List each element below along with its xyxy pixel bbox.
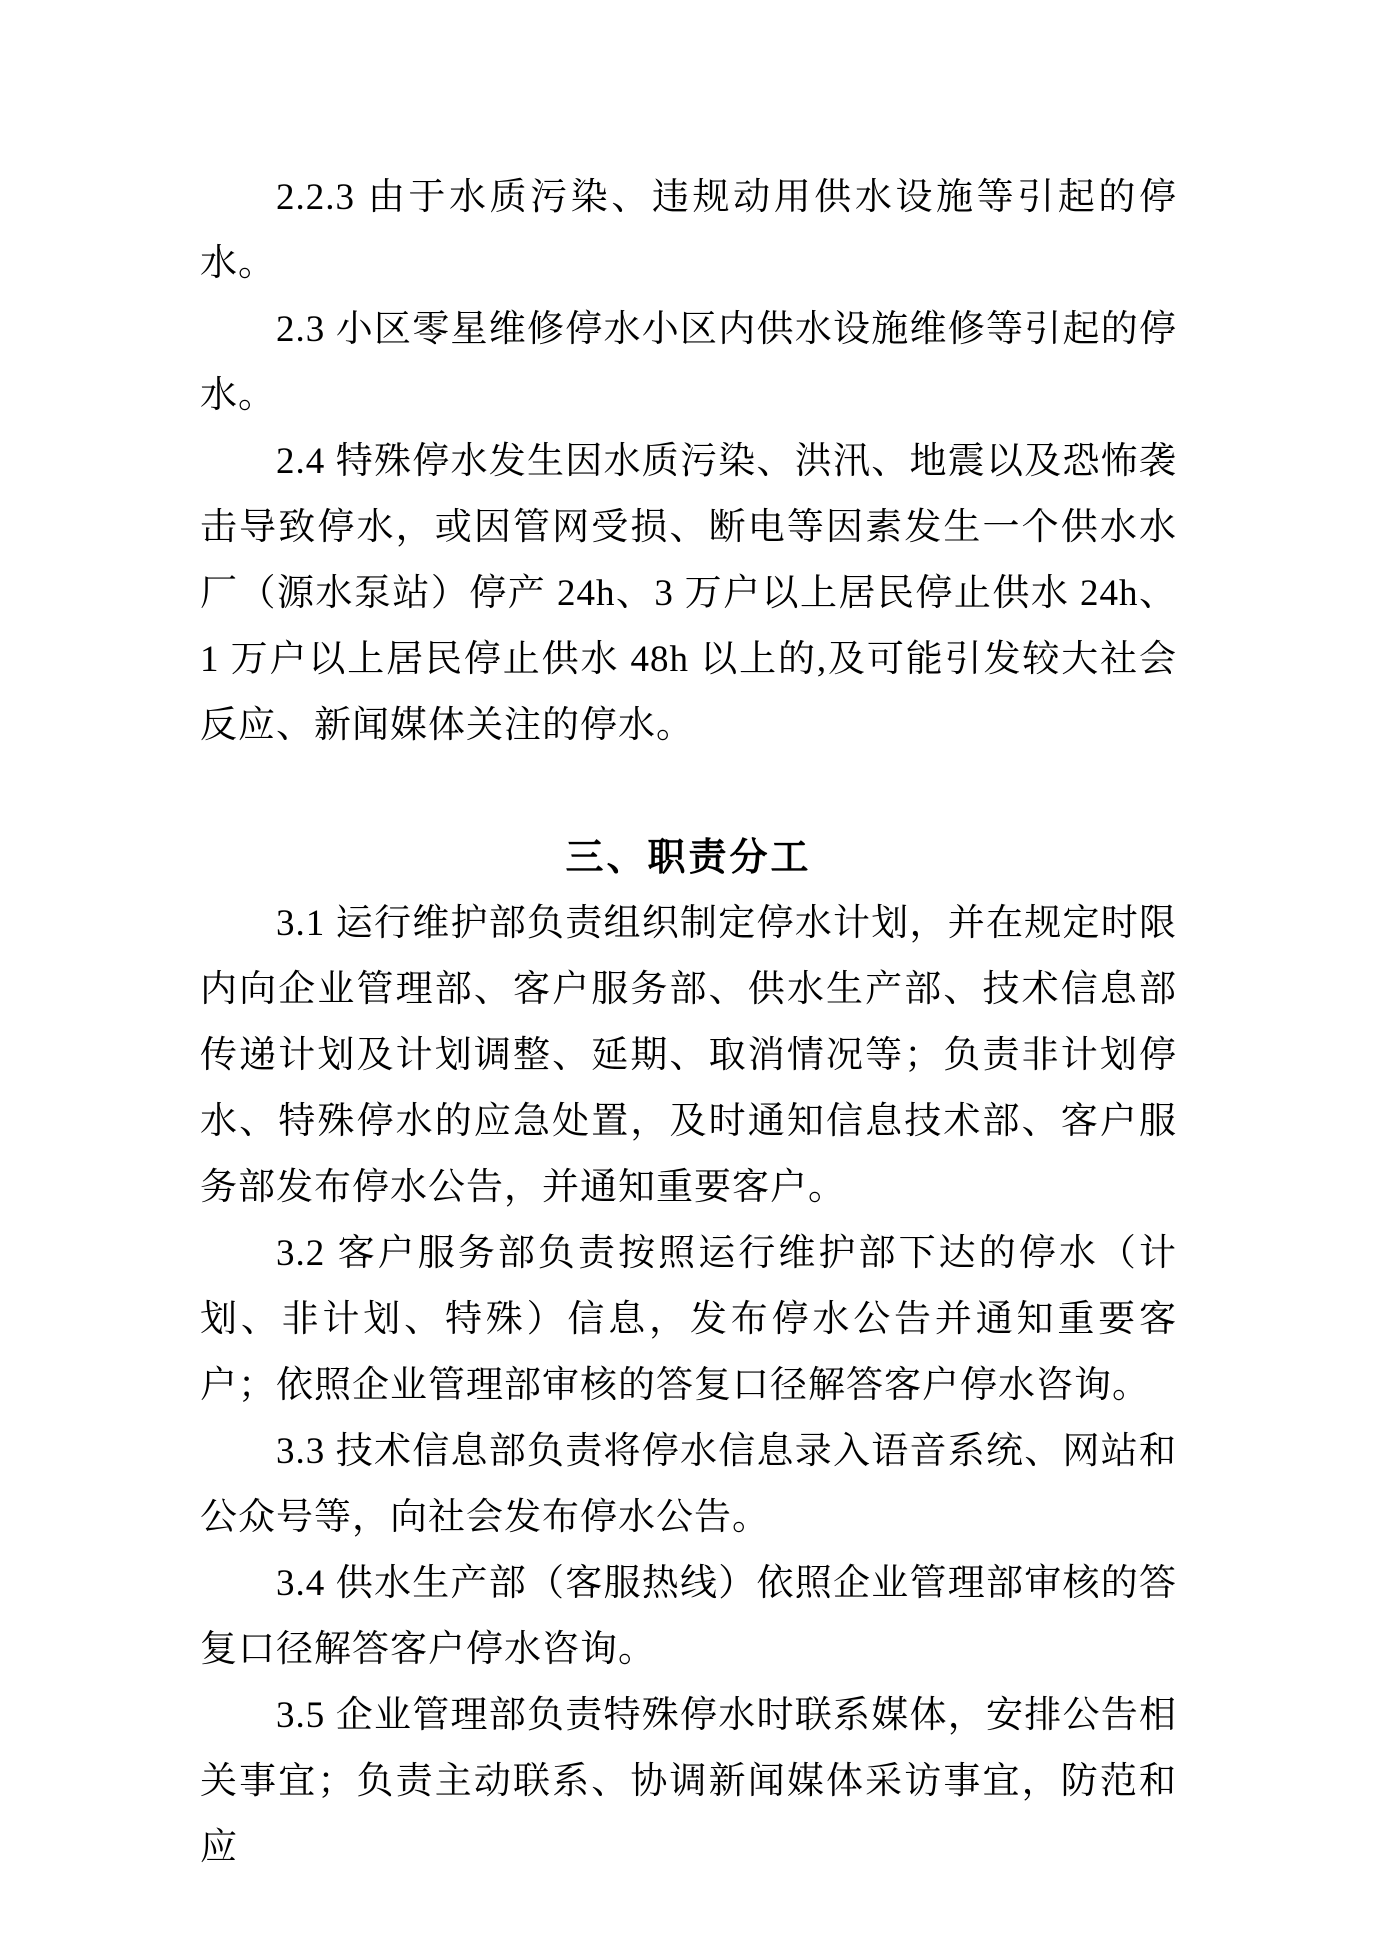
document-text-block — [200, 165, 1177, 1881]
section-heading-duties: 三、职责分工 — [565, 837, 812, 879]
paragraph-2-3: 2.3 小区零星维修停水小区内供水设施维修等引起的停水。 — [200, 309, 1177, 416]
paragraph-3-2: 3.2 客户服务部负责按照运行维护部下达的停水（计划、非计划、特殊）信息，发布停水公告并通知重要客户；依照企业管理部审核的答复口径解答客户停水咨询。 — [200, 1233, 1177, 1406]
paragraph-2-4: 2.4 特殊停水发生因水质污染、洪汛、地震以及恐怖袭击导致停水，或因管网受损、断电等因素发生一个供水水厂（源水泵站）停产 24h、3 万户以上居民停止供水 24h、1 万户以上居民停止供水 48h 以上的,及可能引发较大社会反应、新闻媒体关注的停水。 — [200, 441, 1177, 746]
paragraph-3-3: 3.3 技术信息部负责将停水信息录入语音系统、网站和公众号等，向社会发布停水公告。 — [200, 1431, 1177, 1538]
paragraph-3-5: 3.5 企业管理部负责特殊停水时联系媒体，安排公告相关事宜；负责主动联系、协调新闻媒体采访事宜，防范和应 — [200, 1695, 1177, 1868]
paragraph-2-2-3: 2.2.3 由于水质污染、违规动用供水设施等引起的停水。 — [200, 177, 1177, 284]
paragraph-3-4: 3.4 供水生产部（客服热线）依照企业管理部审核的答复口径解答客户停水咨询。 — [200, 1563, 1177, 1670]
paragraph-3-1: 3.1 运行维护部负责组织制定停水计划，并在规定时限内向企业管理部、客户服务部、供水生产部、技术信息部传递计划及计划调整、延期、取消情况等；负责非计划停水、特殊停水的应急处置，及时通知信息技术部、客户服务部发布停水公告，并通知重要客户。 — [200, 903, 1177, 1208]
